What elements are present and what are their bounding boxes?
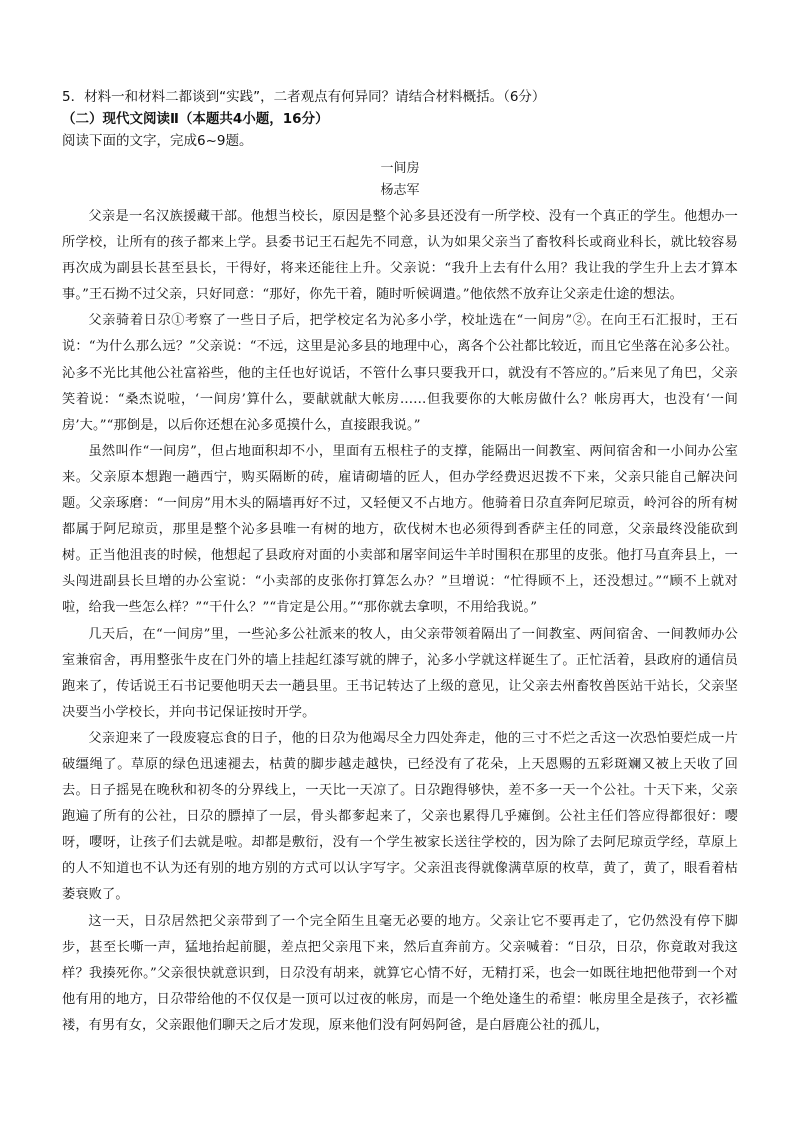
section-heading: （二）现代文阅读Ⅱ（本题共4小题，16分）	[62, 111, 329, 127]
article-paragraph-5: 父亲迎来了一段废寝忘食的日子，他的日尕为他竭尽全力四处奔走，他的三寸不烂之舌这一次恐怕要烂成一片破缰绳了。草原的绿色迅速褪去，枯黄的脚步越走越快，已经没有了花朵，上天恩赐的五彩斑斓又被上天收了回去。日子摇晃在晚秋和初冬的分界线上，一天比一天凉了。日尕跑得够快，差不多一天一个公社。十天下来，父亲跑遍了所有的公社，日尕的膘掉了一层，骨头都奓起来了，父亲也累得几乎瘫倒。公社主任们答应得都很好：嘤呀，嘤呀，让孩子们去就是啦。却都是敷衍，没有一个学生被家长送往学校的，因为除了去阿尼琼贡学经，草原上的人不知道也不认为还有别的地方别的方式可以认字写字。父亲沮丧得就像满草原的枚草，黄了，黄了，眼看着枯萎衰败了。	[62, 730, 738, 903]
reading-instruction: 阅读下面的文字，完成6~9题。	[62, 133, 253, 149]
article-title: 一间房	[380, 161, 420, 176]
question-5: 5．材料一和材料二都谈到“实践”，二者观点有何异同？请结合材料概括。（6分）	[62, 89, 546, 105]
article-author: 杨志军	[380, 183, 420, 198]
article-paragraph-2: 父亲骑着日尕①考察了一些日子后，把学校定名为沁多小学，校址选在“一间房”②。在向王石汇报时，王石说：“为什么那么远？”父亲说：“不远，这里是沁多县的地理中心，离各个公社都比较近，而且它坐落在沁多公社。沁多不光比其他公社富裕些，他的主任也好说话，不管什么事只要我开口，就没有不答应的。”后来见了角巴，父亲笑着说：“桑杰说啦，‘一间房’算什么，要献就献大帐房……但我要你的大帐房做什么？帐房再大，也没有‘一间房’大。”“那倒是，以后你还想在沁多觅摸什么，直接跟我说。”	[62, 313, 738, 433]
article-paragraph-3: 虽然叫作“一间房”，但占地面积却不小，里面有五根柱子的支撑，能隔出一间教室、两间宿舍和一小间办公室来。父亲原本想跑一趟西宁，购买隔断的砖，雇请砌墙的匠人，但办学经费迟迟拨不下来，父亲只能自己解决问题。父亲琢磨：“一间房”用木头的隔墙再好不过，又轻便又不占地方。他骑着日尕直奔阿尼琼贡，岭河谷的所有树都属于阿尼琼贡，那里是整个沁多县唯一有树的地方，砍伐树木也必须得到香萨主任的同意，父亲最终没能砍到树。正当他沮丧的时候，他想起了县政府对面的小卖部和屠宰间运牛羊时围积在那里的皮张。他打马直奔县上，一头闯进副县长旦增的办公室说：“小卖部的皮张你打算怎么办？”旦增说：“忙得顾不上，还没想过。”“顾不上就对啦，给我一些怎么样？”“干什么？”“肯定是公用。”“那你就去拿呗，不用给我说。”	[62, 443, 738, 616]
page-content	[62, 86, 738, 1039]
article-paragraph-6: 这一天，日尕居然把父亲带到了一个完全陌生且毫无必要的地方。父亲让它不要再走了，它仍然没有停下脚步，甚至长嘶一声，猛地抬起前腿，差点把父亲甩下来，然后直奔前方。父亲喊着：“日尕，日尕，你竟敢对我这样？我揍死你。”父亲很快就意识到，日尕没有胡来，就算它心情不好，无精打采，也会一如既往地把他带到一个对他有用的地方，日尕带给他的不仅仅是一顶可以过夜的帐房，而是一个绝处逢生的希望：帐房里全是孩子，衣衫褴褛，有男有女，父亲跟他们聊天之后才发现，原来他们没有阿妈阿爸，是白唇鹿公社的孤儿，	[62, 913, 738, 1033]
article-paragraph-1: 父亲是一名汉族援藏干部。他想当校长，原因是整个沁多县还没有一所学校、没有一个真正的学生。他想办一所学校，让所有的孩子都来上学。县委书记王石起先不同意，认为如果父亲当了畜牧科长或商业科长，就比较容易再次成为副县长甚至县长，干得好，将来还能往上升。父亲说：“我升上去有什么用？我让我的学生升上去才算本事。”王石拗不过父亲，只好同意：“那好，你先干着，随时听候调遣。”他依然不放弃让父亲走仕途的想法。	[62, 209, 738, 303]
article-paragraph-4: 几天后，在“一间房”里，一些沁多公社派来的牧人，由父亲带领着隔出了一间教室、两间宿舍、一间教师办公室兼宿舍，再用整张牛皮在门外的墙上挂起红漆写就的牌子，沁多小学就这样诞生了。正忙活着，县政府的通信员跑来了，传话说王石书记要他明天去一趟县里。王书记转达了上级的意见，让父亲去州畜牧兽医站干站长，父亲坚决要当小学校长，并向书记保证按时开学。	[62, 626, 738, 720]
